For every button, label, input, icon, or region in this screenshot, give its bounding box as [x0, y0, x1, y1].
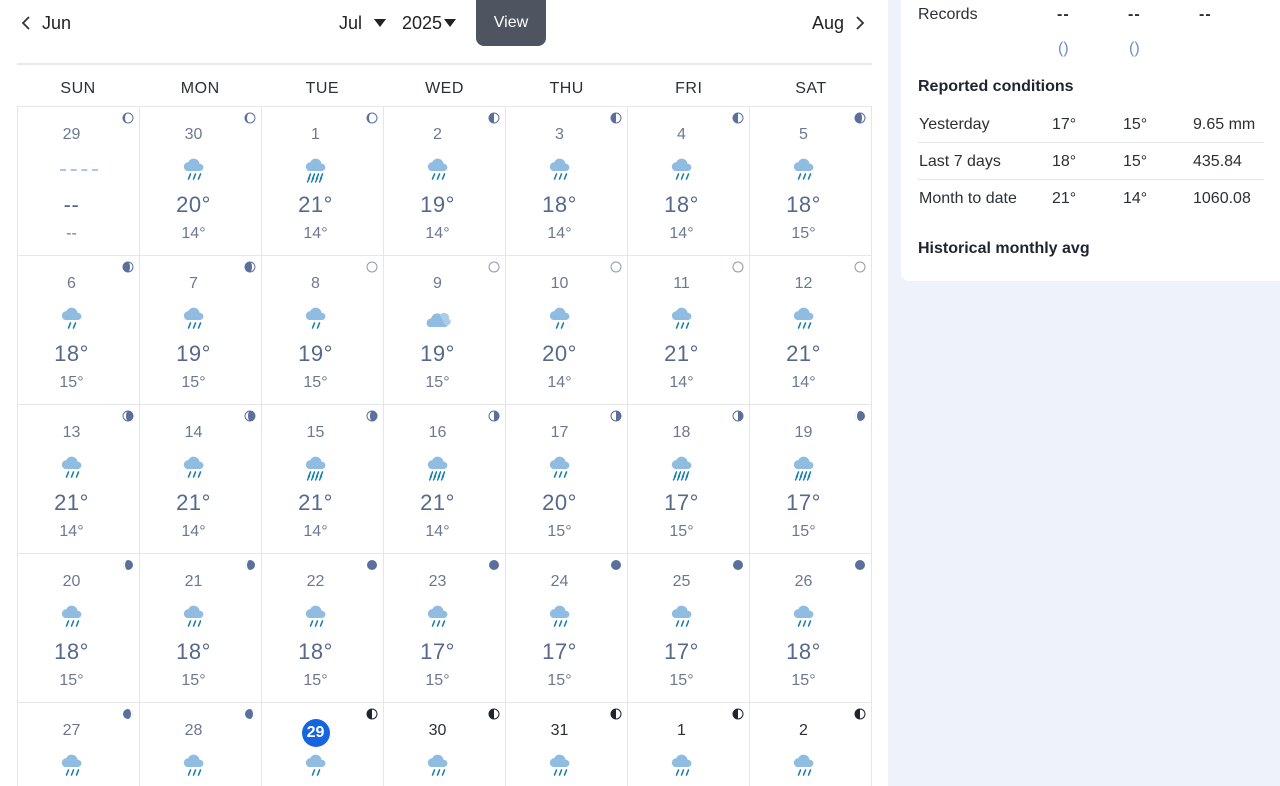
day-cell[interactable] [750, 554, 872, 703]
row-low: 14° [1123, 190, 1148, 207]
low-temp: 14° [669, 225, 694, 242]
day-number: 15 [306, 424, 325, 441]
day-number: 16 [428, 424, 447, 441]
row-label: Last 7 days [919, 153, 1001, 170]
record-low-value: -- [1128, 6, 1141, 23]
moon-phase-icon [244, 112, 256, 124]
moon-phase-icon [610, 112, 622, 124]
rain-icon [506, 156, 613, 184]
day-cell[interactable] [750, 703, 872, 786]
day-number: 1 [677, 722, 686, 739]
rain-icon [628, 752, 735, 780]
day-cell[interactable] [628, 703, 750, 786]
low-temp: 15° [791, 225, 816, 242]
month-select[interactable] [339, 10, 386, 36]
table-row [918, 106, 1264, 143]
day-cell[interactable] [628, 256, 750, 405]
high-temp: 21° [298, 192, 333, 217]
high-temp: 17° [420, 639, 455, 664]
light-rain-icon [18, 305, 125, 333]
high-temp: -- [63, 192, 80, 217]
weekday-label: SAT [795, 80, 827, 97]
high-temp: 19° [298, 341, 333, 366]
rain-icon [750, 305, 857, 333]
day-cell[interactable] [18, 107, 140, 256]
moon-phase-icon [854, 708, 866, 720]
low-temp: 15° [181, 374, 206, 391]
moon-phase-icon [610, 708, 622, 720]
high-temp: 18° [298, 639, 333, 664]
high-temp: 18° [664, 192, 699, 217]
moon-phase-icon [244, 559, 256, 571]
low-temp: 15° [303, 374, 328, 391]
day-cell[interactable] [140, 107, 262, 256]
day-cell[interactable] [262, 703, 384, 786]
low-temp: 15° [791, 672, 816, 689]
low-temp: 14° [181, 225, 206, 242]
day-cell[interactable] [262, 256, 384, 405]
day-cell[interactable] [628, 405, 750, 554]
day-cell[interactable] [384, 107, 506, 256]
high-temp: 18° [542, 192, 577, 217]
rain-icon [18, 752, 125, 780]
rain-icon [384, 156, 491, 184]
moon-phase-icon [732, 410, 744, 422]
row-precip: 435.84 [1193, 153, 1242, 170]
historical-avg-title: Historical monthly avg [918, 240, 1090, 257]
weekday-label: THU [549, 80, 584, 97]
moon-phase-icon [488, 261, 500, 273]
low-temp: 15° [59, 374, 84, 391]
day-cell[interactable] [750, 107, 872, 256]
high-temp: 18° [54, 639, 89, 664]
day-number: 6 [67, 275, 76, 292]
row-label: Month to date [919, 190, 1017, 207]
day-cell[interactable] [506, 107, 628, 256]
record-precip-value: -- [1199, 6, 1212, 23]
low-temp: 14° [425, 523, 450, 540]
high-temp: 18° [176, 639, 211, 664]
day-cell[interactable] [18, 703, 140, 786]
day-cell[interactable] [750, 405, 872, 554]
low-temp: 15° [425, 374, 450, 391]
day-number: 30 [428, 722, 447, 739]
chevron-left-icon [20, 15, 33, 31]
day-number: 30 [184, 126, 203, 143]
day-number: 17 [550, 424, 569, 441]
row-high: 18° [1052, 153, 1077, 170]
day-number: 18 [672, 424, 691, 441]
high-temp: 17° [664, 490, 699, 515]
day-number: 10 [550, 275, 569, 292]
rain-icon [506, 603, 613, 631]
moon-phase-icon [366, 708, 378, 720]
high-temp: 21° [298, 490, 333, 515]
heavy-rain-icon [750, 454, 857, 482]
low-temp: 15° [791, 523, 816, 540]
low-temp: 14° [303, 523, 328, 540]
moon-phase-icon [366, 112, 378, 124]
moon-phase-icon [122, 559, 134, 571]
day-number: 24 [550, 573, 569, 590]
moon-phase-icon [488, 112, 500, 124]
day-cell[interactable] [18, 405, 140, 554]
rain-icon [140, 156, 247, 184]
moon-phase-icon [488, 410, 500, 422]
low-temp: 15° [59, 672, 84, 689]
moon-phase-icon [610, 410, 622, 422]
day-number: 29 [62, 126, 81, 143]
low-temp: 14° [425, 225, 450, 242]
table-row [918, 143, 1264, 180]
moon-phase-icon [610, 261, 622, 273]
moon-phase-icon [732, 559, 744, 571]
light-rain-icon [262, 305, 369, 333]
rain-icon [628, 603, 735, 631]
sidebar [888, 0, 1280, 786]
records-row [918, 6, 1268, 57]
low-temp: 15° [669, 672, 694, 689]
next-month-link[interactable] [812, 10, 866, 36]
low-temp: 14° [181, 523, 206, 540]
chevron-right-icon [853, 15, 866, 31]
weekday-label: FRI [675, 80, 703, 97]
moon-phase-icon [854, 112, 866, 124]
day-cell[interactable] [628, 554, 750, 703]
low-temp: 14° [791, 374, 816, 391]
reported-conditions-table [918, 106, 1264, 217]
day-number: 13 [62, 424, 81, 441]
rain-icon [140, 454, 247, 482]
day-number: 25 [672, 573, 691, 590]
high-temp: 17° [542, 639, 577, 664]
low-temp: 14° [303, 225, 328, 242]
moon-phase-icon [366, 559, 378, 571]
day-number: 8 [311, 275, 320, 292]
heavy-rain-icon [628, 454, 735, 482]
day-number: 22 [306, 573, 325, 590]
day-cell[interactable] [506, 405, 628, 554]
day-number: 14 [184, 424, 203, 441]
low-temp: 14° [547, 225, 572, 242]
day-number: 5 [799, 126, 808, 143]
low-temp: 15° [303, 672, 328, 689]
day-cell[interactable] [140, 554, 262, 703]
high-temp: 20° [542, 490, 577, 515]
day-cell[interactable] [140, 256, 262, 405]
moon-phase-icon [854, 261, 866, 273]
row-precip: 1060.08 [1193, 190, 1251, 207]
day-cell[interactable] [262, 554, 384, 703]
high-temp: 21° [176, 490, 211, 515]
row-high: 17° [1052, 116, 1077, 133]
day-number: 21 [184, 573, 203, 590]
today-date: 29 [262, 721, 369, 741]
rain-icon [140, 603, 247, 631]
day-number: 1 [311, 126, 320, 143]
day-cell[interactable] [506, 554, 628, 703]
rain-icon [384, 603, 491, 631]
high-temp: 20° [542, 341, 577, 366]
day-number: 2 [799, 722, 808, 739]
weekday-label: SUN [60, 80, 96, 97]
rain-icon [628, 305, 735, 333]
rain-icon [18, 454, 125, 482]
row-low: 15° [1123, 116, 1148, 133]
moon-phase-icon [488, 708, 500, 720]
high-temp: 20° [176, 192, 211, 217]
header-divider [17, 63, 872, 65]
day-number: 31 [550, 722, 569, 739]
low-temp: 15° [547, 523, 572, 540]
rain-icon [384, 752, 491, 780]
row-low: 15° [1123, 153, 1148, 170]
low-temp: -- [66, 225, 77, 242]
low-temp: 15° [547, 672, 572, 689]
day-number: 12 [794, 275, 813, 292]
moon-phase-icon [122, 708, 134, 720]
high-temp: 19° [420, 341, 455, 366]
day-number: 19 [794, 424, 813, 441]
day-cell[interactable] [384, 554, 506, 703]
rain-icon [262, 603, 369, 631]
moon-phase-icon [122, 261, 134, 273]
day-number: 9 [433, 275, 442, 292]
heavy-rain-icon [384, 454, 491, 482]
low-temp: 15° [669, 523, 694, 540]
moon-phase-icon [366, 410, 378, 422]
reported-conditions-title: Reported conditions [918, 78, 1074, 95]
moon-phase-icon [610, 559, 622, 571]
day-number: 23 [428, 573, 447, 590]
high-temp: 18° [786, 639, 821, 664]
moon-phase-icon [244, 708, 256, 720]
rain-icon [750, 156, 857, 184]
calendar-header [0, 0, 888, 46]
high-temp: 19° [176, 341, 211, 366]
high-temp: 19° [420, 192, 455, 217]
moon-phase-icon [732, 261, 744, 273]
light-rain-icon [262, 752, 369, 780]
high-temp: 21° [664, 341, 699, 366]
prev-month-label: Jun [42, 12, 72, 33]
calendar-grid [17, 106, 872, 786]
rain-icon [140, 305, 247, 333]
moon-phase-icon [854, 410, 866, 422]
moon-phase-icon [488, 559, 500, 571]
high-temp: 21° [54, 490, 89, 515]
high-temp: 21° [420, 490, 455, 515]
rain-icon [140, 752, 247, 780]
day-cell[interactable] [140, 405, 262, 554]
day-number: 7 [189, 275, 198, 292]
high-temp: 18° [786, 192, 821, 217]
year-select[interactable] [402, 10, 456, 36]
day-cell[interactable] [628, 107, 750, 256]
high-temp: 18° [54, 341, 89, 366]
day-cell[interactable] [262, 405, 384, 554]
moon-phase-icon [732, 112, 744, 124]
day-cell[interactable] [750, 256, 872, 405]
row-label: Yesterday [919, 116, 990, 133]
climate-card [901, 0, 1280, 281]
day-cell[interactable] [18, 554, 140, 703]
high-temp: 21° [786, 341, 821, 366]
day-cell[interactable] [506, 703, 628, 786]
weekday-label: MON [180, 80, 220, 97]
day-cell[interactable] [384, 703, 506, 786]
moon-phase-icon [122, 112, 134, 124]
day-number: 3 [555, 126, 564, 143]
rain-icon [506, 752, 613, 780]
moon-phase-icon [244, 261, 256, 273]
heavy-rain-icon [262, 454, 369, 482]
records-label: Records [918, 6, 978, 23]
caret-down-icon [444, 19, 456, 27]
record-high-year: () [1058, 40, 1069, 57]
moon-phase-icon [244, 410, 256, 422]
rain-icon [750, 752, 857, 780]
day-cell[interactable] [140, 703, 262, 786]
rain-icon [750, 603, 857, 631]
day-cell[interactable] [384, 256, 506, 405]
day-cell[interactable] [18, 256, 140, 405]
row-precip: 9.65 mm [1193, 116, 1256, 133]
record-high-value: -- [1057, 6, 1070, 23]
rain-icon [506, 454, 613, 482]
weekday-label: TUE [305, 80, 340, 97]
weekday-label: WED [425, 80, 464, 97]
heavy-rain-icon [262, 156, 369, 184]
high-temp: 17° [786, 490, 821, 515]
light-rain-icon [506, 305, 613, 333]
record-low-year: () [1129, 40, 1140, 57]
low-temp: 14° [59, 523, 84, 540]
month-select-value: Jul [339, 12, 363, 33]
row-high: 21° [1052, 190, 1077, 207]
table-row [918, 180, 1264, 217]
view-button[interactable]: View [476, 0, 546, 46]
rain-icon [628, 156, 735, 184]
low-temp: 15° [181, 672, 206, 689]
day-number: 4 [677, 126, 686, 143]
day-number: 20 [62, 573, 81, 590]
high-temp: 17° [664, 639, 699, 664]
cloudy-icon [384, 305, 491, 333]
prev-month-link[interactable] [20, 10, 71, 36]
moon-phase-icon [366, 261, 378, 273]
day-number: 28 [184, 722, 203, 739]
moon-phase-icon [854, 559, 866, 571]
low-temp: 14° [547, 374, 572, 391]
moon-phase-icon [732, 708, 744, 720]
day-cell[interactable] [262, 107, 384, 256]
day-number: 26 [794, 573, 813, 590]
low-temp: 15° [425, 672, 450, 689]
no-data-indicator [60, 169, 98, 173]
low-temp: 14° [669, 374, 694, 391]
caret-down-icon [374, 19, 386, 27]
day-number: 11 [673, 275, 690, 292]
day-number: 27 [62, 722, 81, 739]
rain-icon [18, 603, 125, 631]
weekday-header [17, 76, 872, 106]
day-number: 2 [433, 126, 442, 143]
year-select-value: 2025 [402, 12, 443, 33]
day-cell[interactable] [506, 256, 628, 405]
next-month-label: Aug [811, 12, 844, 33]
day-cell[interactable] [384, 405, 506, 554]
moon-phase-icon [122, 410, 134, 422]
